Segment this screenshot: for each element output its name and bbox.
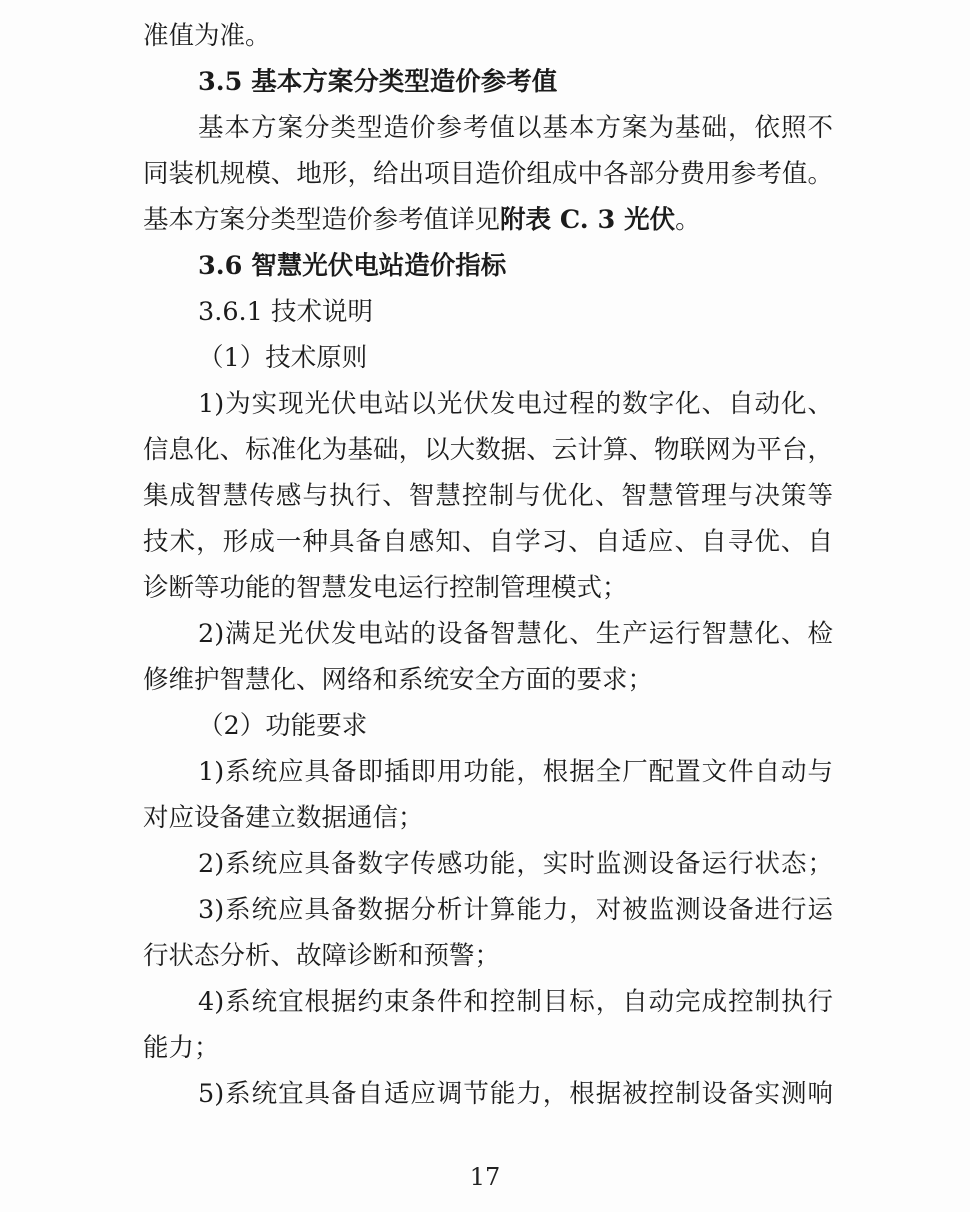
paragraph-line (143, 749, 833, 795)
text-segment: 2)满足光伏发电站的设备智慧化、生产运行智慧化、检 (198, 619, 833, 649)
paragraph-line (143, 565, 833, 611)
text-segment: 修维护智慧化、网络和系统安全方面的要求； (143, 665, 654, 695)
paragraph-line (143, 657, 833, 703)
subheading-functional-requirements (143, 703, 833, 749)
section-heading-3-6 (143, 243, 833, 289)
text-segment: 基本方案分类型造价参考值详见 (143, 205, 501, 235)
paragraph-line (143, 1071, 833, 1117)
paragraph-continuation-line (143, 13, 833, 59)
paragraph-line (143, 933, 833, 979)
text-segment: 行状态分析、故障诊断和预警； (143, 941, 501, 971)
bold-text-segment: 3.5 基本方案分类型造价参考值 (198, 67, 558, 97)
text-segment: 。 (675, 205, 701, 235)
text-segment: 技术，形成一种具备自感知、自学习、自适应、自寻优、自 (143, 527, 833, 557)
paragraph-line (143, 151, 833, 197)
text-segment: 同装机规模、地形，给出项目造价组成中各部分费用参考值。 (143, 159, 833, 189)
subheading-technical-principles (143, 335, 833, 381)
paragraph-line (143, 1025, 833, 1071)
text-segment: （1）技术原则 (198, 343, 368, 373)
page-body (143, 13, 833, 1117)
text-segment: 信息化、标准化为基础，以大数据、云计算、物联网为平台， (143, 435, 833, 465)
paragraph-line (143, 381, 833, 427)
text-segment: 2)系统应具备数字传感功能，实时监测设备运行状态； (198, 849, 833, 879)
paragraph-line (143, 887, 833, 933)
text-segment: 对应设备建立数据通信； (143, 803, 424, 833)
text-segment: 诊断等功能的智慧发电运行控制管理模式； (143, 573, 628, 603)
section-heading-3-5 (143, 59, 833, 105)
text-segment: 准值为准。 (143, 21, 271, 51)
text-segment: 3.6.1 技术说明 (198, 297, 373, 327)
text-segment: 5)系统宜具备自适应调节能力，根据被控制设备实测响 (198, 1079, 833, 1109)
paragraph-line (143, 473, 833, 519)
text-segment: （2）功能要求 (198, 711, 368, 741)
paragraph-line (143, 197, 833, 243)
bold-text-segment: 3.6 智慧光伏电站造价指标 (198, 251, 507, 281)
subsection-heading-3-6-1 (143, 289, 833, 335)
bold-text-segment: 附表 C. 3 光伏 (500, 205, 676, 235)
paragraph-line (143, 795, 833, 841)
text-segment: 3)系统应具备数据分析计算能力，对被监测设备进行运 (198, 895, 833, 925)
text-segment: 4)系统宜根据约束条件和控制目标，自动完成控制执行 (198, 987, 833, 1017)
text-segment: 能力； (143, 1033, 220, 1063)
paragraph-line (143, 427, 833, 473)
text-segment: 基本方案分类型造价参考值以基本方案为基础，依照不 (198, 113, 833, 143)
text-segment: 1)为实现光伏电站以光伏发电过程的数字化、自动化、 (198, 389, 833, 419)
paragraph-line (143, 611, 833, 657)
paragraph-line (143, 841, 833, 887)
paragraph-line (143, 519, 833, 565)
page-number: 17 (469, 1163, 501, 1191)
text-segment: 集成智慧传感与执行、智慧控制与优化、智慧管理与决策等 (143, 481, 833, 511)
paragraph-line (143, 979, 833, 1025)
paragraph-line (143, 105, 833, 151)
text-segment: 1)系统应具备即插即用功能，根据全厂配置文件自动与 (198, 757, 833, 787)
